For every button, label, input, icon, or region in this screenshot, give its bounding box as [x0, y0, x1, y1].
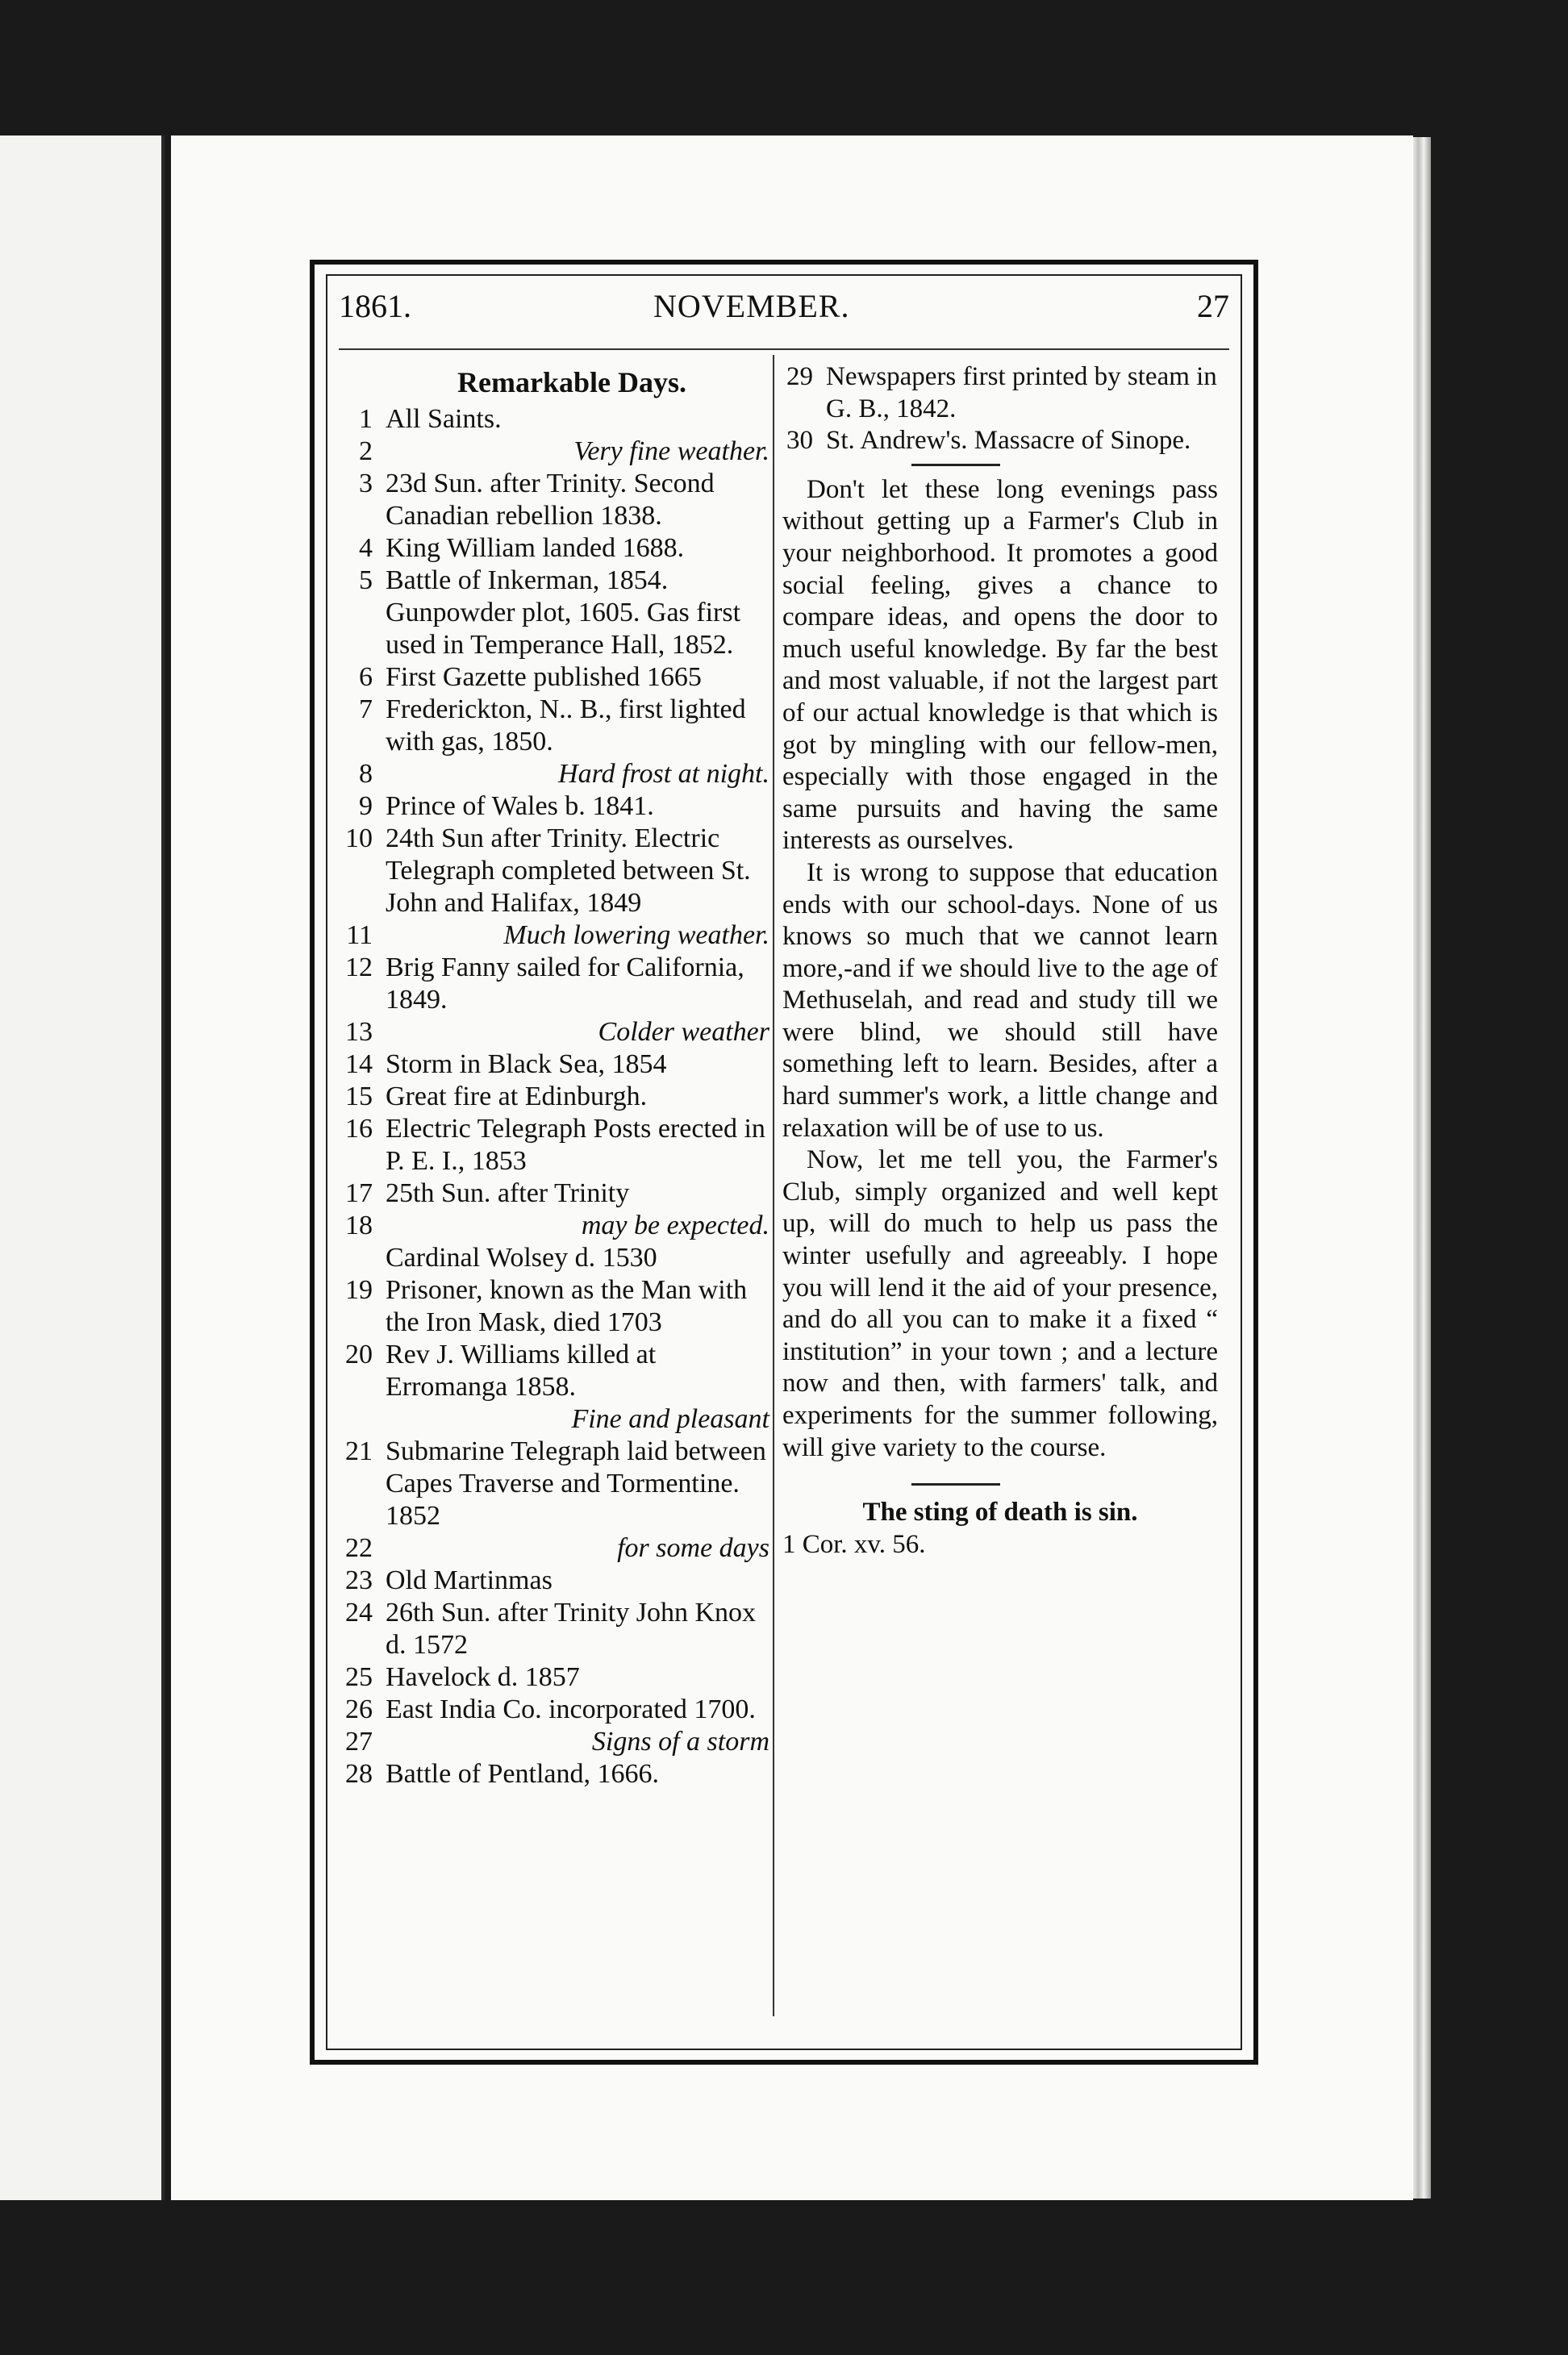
day-number: 13 [345, 1017, 373, 1047]
day-number: 21 [345, 1436, 373, 1466]
day-number: 20 [345, 1340, 373, 1369]
scripture-quote [782, 1497, 1218, 1561]
page-header [339, 287, 1229, 336]
day-number: 12 [345, 952, 373, 982]
day-number: 27 [345, 1727, 373, 1757]
day-entry [782, 361, 1218, 425]
day-entry [342, 661, 769, 694]
day-entry [342, 1403, 769, 1436]
day-entry [342, 1758, 769, 1790]
day-event: Rev J. Williams killed at Erromanga 1858. [386, 1340, 657, 1402]
day-number: 9 [359, 791, 373, 821]
day-number: 15 [345, 1082, 373, 1111]
page-number: 27 [1197, 288, 1229, 324]
day-number: 5 [359, 565, 373, 595]
quote-reference: 1 Cor. xv. 56. [782, 1529, 926, 1559]
day-event: Battle of Pentland, 1666. [386, 1759, 660, 1789]
quote-text: The sting of death is sin. [862, 1498, 1138, 1528]
farmers-club-article [782, 474, 1218, 1464]
header-month: NOVEMBER. [653, 288, 850, 324]
day-entry [342, 468, 769, 532]
day-event: East India Co. incorporated 1700. [386, 1694, 756, 1724]
day-entry [342, 532, 769, 565]
day-event: Prisoner, known as the Man with the Iron Mask, died 1703 [386, 1275, 748, 1337]
article-paragraph: It is wrong to suppose that education ends with our school-days. None of us knows so much that we cannot learn more,-and if we should live to the age of Methuselah, and read and study till we were blind, we should still have something left to learn. Besides, after a hard summer's work, a little change and relaxation will be of use to us. [782, 857, 1218, 1143]
day-number: 2 [359, 436, 373, 466]
day-event: Great fire at Edinburgh. [386, 1082, 648, 1111]
day-number: 3 [359, 469, 373, 498]
day-event: 24th Sun after Trinity. Electric Telegraph completed between St. John and Halifax, 1849 [386, 823, 751, 918]
day-entry [342, 1242, 769, 1274]
column-divider [773, 355, 774, 2016]
day-entry [342, 919, 769, 952]
day-event: Havelock d. 1857 [386, 1662, 580, 1692]
header-year: 1861. [339, 288, 411, 324]
day-entry [342, 1694, 769, 1726]
day-entry [342, 1565, 769, 1597]
day-number: 28 [345, 1759, 373, 1789]
day-number: 7 [359, 694, 373, 724]
day-entry [342, 1113, 769, 1178]
day-event: Submarine Telegraph laid between Capes Traverse and Tormentine. 1852 [386, 1436, 766, 1531]
section-rule-2 [911, 1483, 1000, 1486]
day-entry [342, 436, 769, 468]
remarkable-days-column [342, 361, 769, 1790]
day-event: Storm in Black Sea, 1854 [386, 1049, 667, 1079]
day-entry [342, 1597, 769, 1661]
remarkable-days-continued [782, 361, 1218, 457]
remarkable-days-list [342, 403, 769, 1790]
day-number: 22 [345, 1533, 373, 1563]
day-event: 26th Sun. after Trinity John Knox d. 1572 [386, 1598, 757, 1660]
day-entry [342, 790, 769, 823]
weather-note: Very fine weather. [573, 436, 769, 466]
day-entry [342, 1210, 769, 1242]
day-number: 1 [359, 404, 373, 434]
day-entry [342, 952, 769, 1016]
day-number: 26 [345, 1694, 373, 1724]
weather-note: for some days [617, 1533, 769, 1563]
weather-note: Much lowering weather. [503, 920, 769, 950]
day-entry [342, 1178, 769, 1210]
day-entry [342, 1339, 769, 1403]
day-entry [342, 1274, 769, 1339]
day-number: 14 [345, 1049, 373, 1079]
day-event: Battle of Inkerman, 1854. Gunpowder plot, 1605. Gas first used in Temperance Hall, 1852. [386, 565, 741, 660]
day-event: Frederickton, N.. B., first lighted with gas, 1850. [386, 694, 746, 757]
day-event: Newspapers first printed by steam in G. B., 1842. [826, 362, 1217, 423]
day-event: Cardinal Wolsey d. 1530 [386, 1243, 657, 1273]
day-entry [782, 425, 1218, 457]
day-number: 10 [345, 823, 373, 853]
day-number: 17 [345, 1178, 373, 1208]
day-number: 29 [786, 362, 813, 391]
day-number: 24 [345, 1598, 373, 1628]
weather-note: may be expected. [581, 1211, 769, 1240]
day-event: 23d Sun. after Trinity. Second Canadian rebellion 1838. [386, 469, 715, 531]
day-entry [342, 565, 769, 661]
day-number: 16 [345, 1114, 373, 1144]
day-event: All Saints. [386, 404, 502, 434]
day-entry [342, 1532, 769, 1565]
day-entry [342, 694, 769, 758]
day-number: 18 [345, 1211, 373, 1240]
day-number: 8 [359, 759, 373, 789]
day-event: St. Andrew's. Massacre of Sinope. [826, 426, 1191, 456]
day-event: Brig Fanny sailed for California, 1849. [386, 952, 744, 1015]
day-number: 23 [345, 1565, 373, 1595]
day-event: King William landed 1688. [386, 533, 685, 563]
day-entry [342, 1016, 769, 1048]
weather-note: Hard frost at night. [558, 759, 769, 789]
day-event: First Gazette published 1665 [386, 662, 702, 692]
day-entry [342, 1436, 769, 1532]
previous-page-edge [0, 135, 165, 2200]
weather-note: Signs of a storm [591, 1727, 769, 1757]
day-event: Prince of Wales b. 1841. [386, 791, 654, 821]
day-entry [342, 1726, 769, 1758]
header-rule [339, 348, 1229, 350]
article-paragraph: Don't let these long evenings pass without getting up a Farmer's Club in your neighborhood. It promotes a good social feeling, gives a chance to compare ideas, and opens the door to much useful knowledge. By far the best and most valuable, if not the largest part of our actual knowledge is that which is got by mingling with our fellow-men, especially with those engaged in the same pursuits and having the same interests as ourselves. [782, 474, 1218, 856]
day-number: 19 [345, 1275, 373, 1305]
day-entry [342, 758, 769, 790]
day-entry [342, 1081, 769, 1113]
day-entry [342, 823, 769, 919]
day-number: 11 [346, 920, 373, 950]
day-number: 30 [786, 426, 813, 456]
day-event: Electric Telegraph Posts erected in P. E. I., 1853 [386, 1114, 765, 1176]
day-number: 25 [345, 1662, 373, 1692]
page-stack-edge [1413, 137, 1431, 2199]
right-column [782, 361, 1218, 1561]
weather-note: Colder weather [598, 1017, 769, 1047]
day-entry [342, 403, 769, 436]
day-entry [342, 1661, 769, 1694]
article-paragraph: Now, let me tell you, the Farmer's Club, simply organized and well kept up, will do much to help us pass the winter usefully and agreeably. I hope you will lend it the aid of your presence, and do all you can to make it a fixed “ institution” in your town ; and a lecture now and then, with farmers' talk, and experiments for the summer following, will give variety to the course. [782, 1145, 1218, 1462]
day-event: Old Martinmas [386, 1565, 553, 1595]
section-title: Remarkable Days. [457, 366, 686, 398]
day-number: 6 [359, 662, 373, 692]
day-number: 4 [359, 533, 373, 563]
section-rule [911, 464, 1000, 466]
day-event: 25th Sun. after Trinity [386, 1178, 630, 1208]
day-entry [342, 1048, 769, 1081]
weather-note: Fine and pleasant [571, 1404, 769, 1434]
